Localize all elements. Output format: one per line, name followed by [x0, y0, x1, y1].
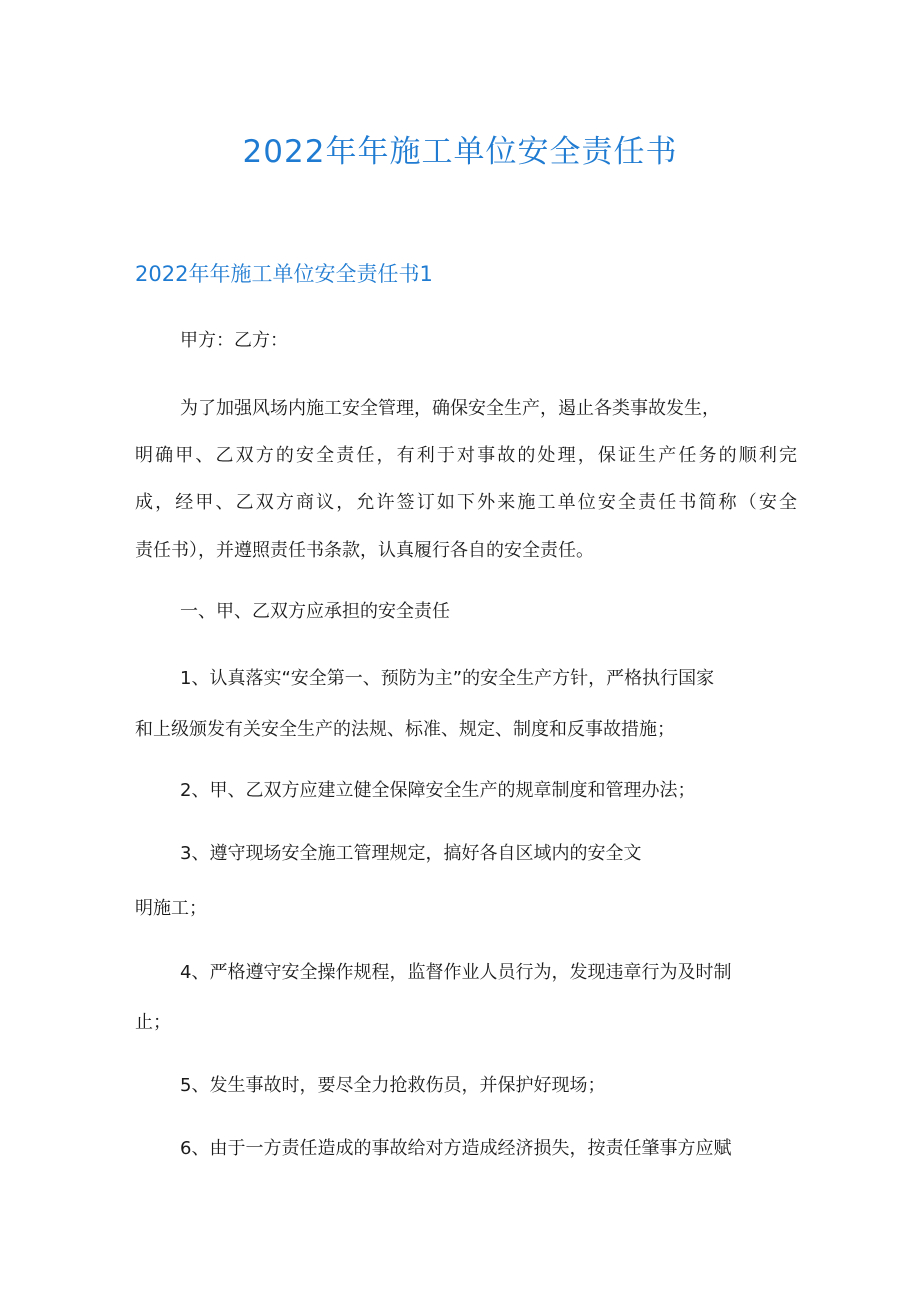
- section-heading: 2022年年施工单位安全责任书1: [135, 262, 433, 286]
- parties-line: 甲方：乙方：: [180, 330, 288, 351]
- clause-line: 3、遵守现场安全施工管理规定，搞好各自区域内的安全文: [180, 843, 642, 864]
- clause-line: 和上级颁发有关安全生产的法规、标准、规定、制度和反事故措施；: [135, 719, 675, 740]
- clause-line: 止；: [135, 1012, 171, 1033]
- clause-2: 2、甲、乙双方应建立健全保障安全生产的规章制度和管理办法；: [180, 780, 696, 801]
- clause-6: 6、由于一方责任造成的事故给对方造成经济损失，按责任肇事方应赋: [180, 1138, 732, 1159]
- clause-5: 5、发生事故时，要尽全力抢救伤员，并保护好现场；: [180, 1075, 606, 1096]
- intro-line: 成，经甲、乙双方商议，允许签订如下外来施工单位安全责任书简称（安全: [135, 492, 797, 513]
- clause-line: 4、严格遵守安全操作规程，监督作业人员行为，发现违章行为及时制: [180, 962, 732, 983]
- intro-line: 为了加强风场内施工安全管理，确保安全生产，遏止各类事故发生，: [180, 398, 720, 419]
- clause-line: 明施工；: [135, 898, 207, 919]
- part-one-heading: 一、甲、乙双方应承担的安全责任: [180, 601, 450, 622]
- clause-line: 1、认真落实“安全第一、预防为主”的安全生产方针，严格执行国家: [180, 668, 715, 689]
- intro-line: 责任书），并遵照责任书条款，认真履行各自的安全责任。: [135, 540, 594, 561]
- document-title: 2022年年施工单位安全责任书: [242, 134, 678, 170]
- intro-line: 明确甲、乙双方的安全责任，有利于对事故的处理，保证生产任务的顺利完: [135, 445, 797, 466]
